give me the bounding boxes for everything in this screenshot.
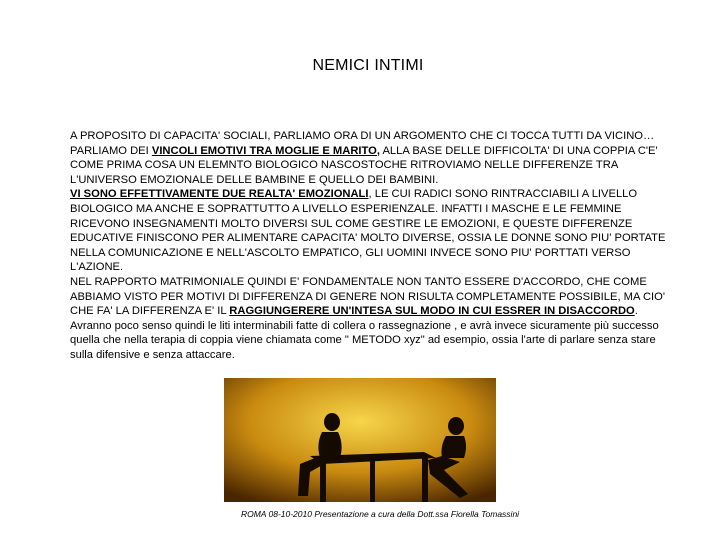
paragraph-marriage-text-end: . Avranno poco senso quindi le liti interminabili fatte di collera o rassegnazione , e avrà invece sicuramente più successo quella che nella terapia di coppia viene chiamata come " METODO xyz" ad esempio, ossia l'arte di parlare senza stare sulla difensive e senza attaccare. — [70, 305, 659, 361]
right-figure-head — [448, 417, 464, 435]
bench-leg-right — [422, 458, 428, 502]
paragraph-intro-text-end: ALLA BASE DELLE DIFFICOLTA' DI UNA COPPIA C'E' COME PRIMA COSA UN ELEMNTO BIOLOGICO NASCOSTOCHE RITROVIAMO NELLE DIFFERENZE TRA L'UNIVERSO EMOZIONALE DELLE BAMBINE E QUELLO DEI BAMBINI. — [70, 144, 658, 186]
footer-caption: ROMA 08-10-2010 Presentazione a cura della Dott.ssa Fiorella Tomassini — [240, 509, 520, 519]
paragraph-realities-text: , LE CUI RADICI SONO RINTRACCIABILI A LIVELLO BIOLOGICO MA ANCHE E SOPRATTUTTO A LIVELLO ESPERIENZALE. INFATTI I MASCHE E LE FEMMINE RICEVONO INSEGNAMENTI MOLTO DIVERSI SUL COME GESTIRE LE EMOZIONI, E QUESTE DIFFERENZE EDUCATIVE FINISCONO PER ALIMENTARE CAPACITA' MOLTO DIVERSE, OSSIA LE DONNE SONO PIU' PORTATE NELLA COMUNICAZIONE E NELL'ASCOLTO EMPATICO, GLI UOMINI INVECE SONO PIU' PORTTATI VERSO L'AZIONE. — [70, 188, 666, 274]
paragraph-realities-emphasis: VI SONO EFFETTIVAMENTE DUE REALTA' EMOZIONALI — [70, 188, 369, 201]
paragraph-realities — [70, 187, 670, 275]
paragraph-marriage-text: NEL RAPPORTO MATRIMONIALE QUINDI E' FONDAMENTALE NON TANTO ESSERE D'ACCORDO, CHE COME ABBIAMO VISTO PER MOTIVI DI DIFFERENZA DI GENERE NON RISULTA COMPLETAMENTE POSSIBILE, MA CIO' CHE FA' LA DIFFERENZA E' IL — [70, 275, 665, 318]
left-figure-torso — [318, 432, 341, 458]
paragraph-intro-emphasis: VINCOLI EMOTIVI TRA MOGLIE E MARITO, — [151, 144, 380, 157]
bench-leg-middle — [370, 460, 375, 502]
paragraph-intro — [70, 129, 670, 187]
bench-leg-left — [320, 462, 326, 502]
page-title: NEMICI INTIMI — [312, 57, 424, 74]
body-text — [70, 129, 670, 363]
right-figure-torso — [442, 436, 467, 458]
couple-silhouette-image — [224, 378, 496, 502]
paragraph-intro-text: A PROPOSITO DI CAPACITA' SOCIALI, PARLIAMO ORA DI UN ARGOMENTO CHE CI TOCCA TUTTI DA VICINO…PARLIAMO DEI — [70, 130, 655, 157]
couple-on-bench-photo — [224, 378, 496, 502]
paragraph-marriage-emphasis: RAGGIUNGERERE UN'INTESA SUL MODO IN CUI ESSRER IN DISACCORDO — [229, 305, 635, 318]
paragraph-marriage — [70, 275, 670, 363]
left-figure-head — [324, 413, 340, 431]
